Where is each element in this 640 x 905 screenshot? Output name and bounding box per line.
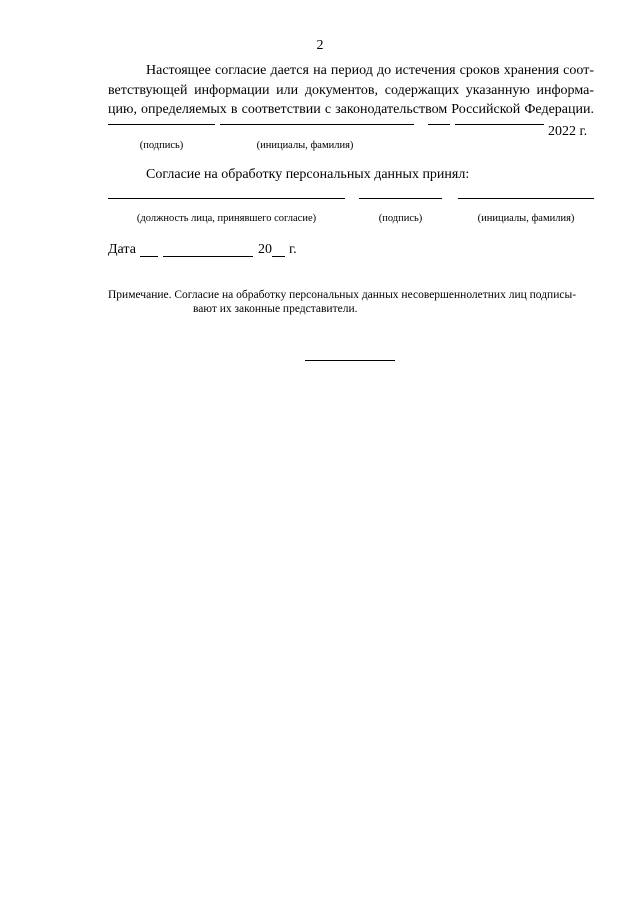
page-number: 2	[316, 38, 324, 53]
date-label: Дата	[108, 242, 136, 257]
signature-caption: (подпись)	[378, 213, 423, 224]
day-blank	[428, 124, 450, 125]
year-label: 2022 г.	[548, 124, 588, 139]
paragraph-line: цию, определяемых в соответствии с законодательством Российской Федерации.	[108, 102, 594, 117]
note-line: вают их законные представители.	[193, 303, 358, 315]
position-blank	[108, 198, 345, 199]
position-caption: (должность лица, принявшего согласие)	[136, 213, 317, 224]
initials-blank	[458, 198, 594, 199]
acceptance-heading: Согласие на обработку персональных данных принял:	[146, 167, 470, 182]
month-blank	[455, 124, 544, 125]
year-suffix: г.	[289, 242, 297, 257]
consent-period-paragraph	[108, 61, 594, 120]
day-blank	[140, 256, 158, 257]
year-prefix: 20	[258, 242, 272, 257]
signature-blank	[359, 198, 442, 199]
initials-blank	[220, 124, 414, 125]
year-blank	[272, 256, 285, 257]
note-line: Примечание. Согласие на обработку персональных данных несовершеннолетних лиц подписы-	[108, 289, 577, 301]
initials-caption: (инициалы, фамилия)	[477, 213, 575, 224]
initials-caption: (инициалы, фамилия)	[256, 140, 354, 151]
closing-separator	[305, 360, 395, 361]
paragraph-line: ветствующей информации или документов, содержащих указанную информа-	[108, 82, 594, 98]
paragraph-line: Настоящее согласие дается на период до истечения сроков хранения соот-	[146, 63, 594, 78]
signature-blank	[108, 124, 215, 125]
signature-caption: (подпись)	[139, 140, 184, 151]
month-blank	[163, 256, 253, 257]
